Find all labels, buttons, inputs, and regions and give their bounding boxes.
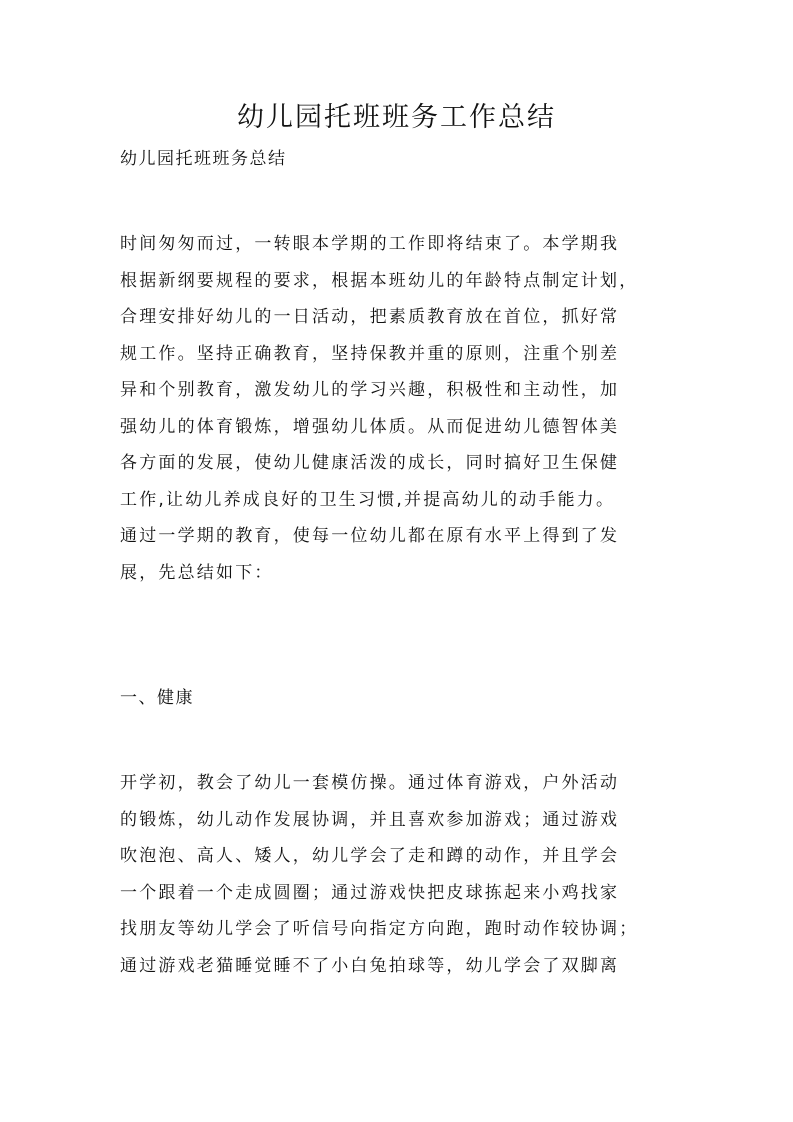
- paragraph-line: 时间匆匆而过，一转眼本学期的工作即将结束了。本学期我: [120, 234, 620, 254]
- paragraph-line: 的锻炼，幼儿动作发展协调，并且喜欢参加游戏；通过游戏: [120, 809, 620, 830]
- document-subtitle: 幼儿园托班班务总结: [120, 149, 287, 169]
- paragraph-line: 找朋友等幼儿学会了听信号向指定方向跑，跑时动作较协调；: [120, 919, 639, 939]
- paragraph-line: 合理安排好幼儿的一日活动，把素质教育放在首位，抓好常: [120, 307, 620, 327]
- paragraph-line: 强幼儿的体育锻炼，增强幼儿体质。从而促进幼儿德智体美: [120, 416, 620, 437]
- paragraph-line: 工作,让幼儿养成良好的卫生习惯,并提高幼儿的动手能力。: [120, 489, 616, 510]
- paragraph-line: 展，先总结如下：: [120, 562, 274, 583]
- paragraph-line: 异和个别教育，激发幼儿的学习兴趣，积极性和主动性，加: [120, 380, 620, 400]
- paragraph-line: 一个跟着一个走成圆圈；通过游戏快把皮球拣起来小鸡找家: [120, 882, 620, 903]
- document-title: 幼儿园托班班务工作总结: [237, 102, 556, 133]
- paragraph-line: 开学初，教会了幼儿一套模仿操。通过体育游戏，户外活动: [120, 773, 620, 793]
- paragraph-line: 根据新纲要规程的要求，根据本班幼儿的年龄特点制定计划，: [120, 270, 639, 291]
- paragraph-line: 规工作。坚持正确教育，坚持保教并重的原则，注重个别差: [120, 343, 620, 364]
- intro-paragraph: [120, 226, 680, 591]
- paragraph-line: 通过一学期的教育，使每一位幼儿都在原有水平上得到了发: [120, 526, 620, 546]
- paragraph-line: 通过游戏老猫睡觉睡不了小白兔拍球等，幼儿学会了双脚离: [120, 955, 620, 976]
- paragraph-line: 各方面的发展，使幼儿健康活泼的成长，同时搞好卫生保健: [120, 453, 620, 473]
- section-heading-health: 一、健康: [120, 688, 194, 708]
- paragraph-line: 吹泡泡、高人、矮人，幼儿学会了走和蹲的动作，并且学会: [120, 846, 620, 866]
- health-paragraph: [120, 765, 680, 984]
